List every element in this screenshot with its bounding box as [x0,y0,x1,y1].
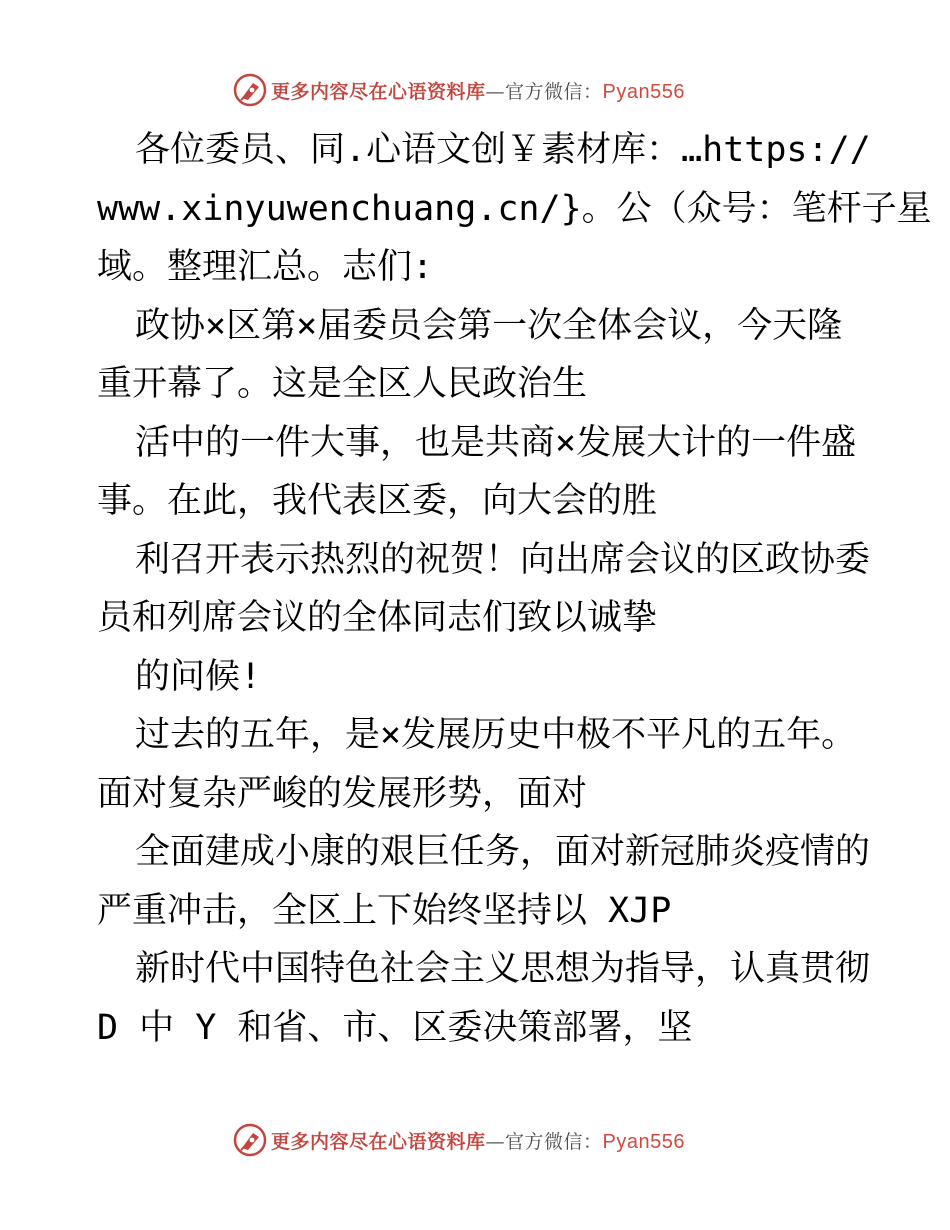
doc-line: 新时代中国特色社会主义思想为指导，认真贯彻 [135,949,871,989]
doc-line: 严重冲击，全区上下始终坚持以 XJP [97,890,672,931]
doc-line: 域。整理汇总。志们: [97,247,434,287]
pen-nib-logo-icon [233,73,267,107]
doc-line: 事。在此，我代表区委，向大会的胜 [97,481,658,521]
pen-nib-logo-icon [233,1123,267,1157]
watermark-text [271,77,685,104]
doc-line: 面对复杂严峻的发展形势，面对 [97,773,588,814]
doc-line: 员和列席会议的全体同志们致以诚挚 [97,598,658,638]
footer-watermark [233,1122,733,1158]
doc-line: 过去的五年，是×发展历史中极不平凡的五年。 [135,715,857,755]
watermark-official: 官方微信： [505,80,603,103]
doc-line: 各位委员、同.心语文创￥素材库：…https:// [135,130,871,170]
watermark-dash: — [485,80,506,103]
doc-line: D 中 Y 和省、市、区委决策部署，坚 [97,1007,693,1048]
header-watermark [233,72,733,108]
doc-line: www.xinyuwenchuang.cn/}。公（众号：笔杆子星 [97,188,932,229]
doc-line: 全面建成小康的艰巨任务，面对新冠肺炎疫情的 [135,832,871,872]
doc-line: 政协×区第×届委员会第一次全体会议，今天隆 [135,305,843,346]
watermark-id: Pyan556 [602,80,685,103]
watermark-dash: — [485,1130,506,1153]
watermark-text [271,1127,685,1154]
watermark-official: 官方微信： [505,1130,603,1153]
doc-line: 重开幕了。这是全区人民政治生 [97,364,588,404]
watermark-brand: 更多内容尽在心语资料库 [271,1130,486,1153]
doc-line: 的问候! [135,656,262,697]
watermark-brand: 更多内容尽在心语资料库 [271,80,486,103]
doc-line: 利召开表示热烈的祝贺！向出席会议的区政协委 [135,539,871,580]
doc-line: 活中的一件大事，也是共商×发展大计的一件盛 [135,422,857,463]
document-body [97,121,932,1057]
watermark-id: Pyan556 [602,1130,685,1153]
